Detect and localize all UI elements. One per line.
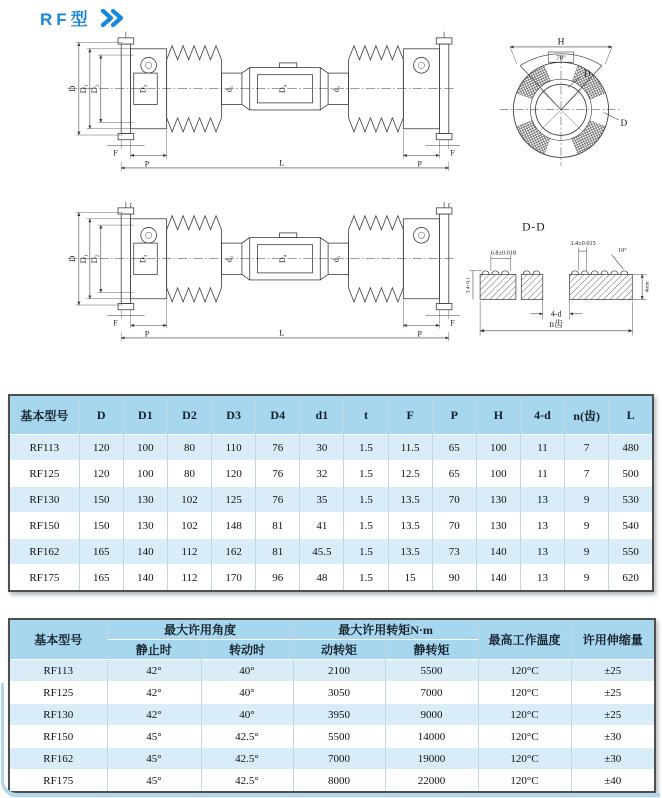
value-cell: 120 <box>79 435 123 461</box>
value-cell: 73 <box>432 539 476 565</box>
shaft-drawing-top <box>52 30 460 175</box>
value-cell: 530 <box>609 487 653 513</box>
model-cell: RF162 <box>9 748 107 770</box>
table-row <box>9 435 653 461</box>
value-cell: 5500 <box>293 726 385 748</box>
value-cell: 130 <box>123 513 167 539</box>
value-cell: 540 <box>609 513 653 539</box>
value-cell: 81 <box>256 513 300 539</box>
value-cell: 150 <box>79 513 123 539</box>
value-cell: 13 <box>520 539 564 565</box>
value-cell: 9 <box>565 539 609 565</box>
model-cell: RF162 <box>9 539 79 565</box>
value-cell: 35 <box>300 487 344 513</box>
value-cell: 162 <box>212 539 256 565</box>
column-header-temp: 最高工作温度 <box>478 619 571 660</box>
value-cell: 5500 <box>385 660 478 682</box>
model-cell: RF125 <box>9 461 79 487</box>
value-cell: 22000 <box>385 770 478 793</box>
table-row <box>9 748 655 770</box>
serration-width-label: 3.4±0.015 <box>570 239 596 247</box>
table-row <box>9 682 655 704</box>
column-header-elongation: 许用伸缩量 <box>571 619 655 660</box>
value-cell: 70 <box>432 513 476 539</box>
value-cell: 13 <box>520 487 564 513</box>
value-cell: 45° <box>107 726 201 748</box>
value-cell: 1.5 <box>344 539 388 565</box>
value-cell: 30 <box>300 435 344 461</box>
value-cell: 65 <box>432 461 476 487</box>
value-cell: 42° <box>107 704 201 726</box>
value-cell: 11 <box>520 435 564 461</box>
value-cell: 9 <box>565 513 609 539</box>
teeth-count-label: n齿 <box>549 319 563 330</box>
value-cell: 165 <box>79 539 123 565</box>
value-cell: 1.5 <box>344 487 388 513</box>
value-cell: 125 <box>212 487 256 513</box>
value-cell: 11 <box>520 461 564 487</box>
column-header-dynamic-torque: 动转矩 <box>293 640 385 660</box>
value-cell: 41 <box>300 513 344 539</box>
value-cell: 140 <box>123 539 167 565</box>
value-cell: 90 <box>432 565 476 592</box>
value-cell: 3050 <box>293 682 385 704</box>
value-cell: 15 <box>388 565 432 592</box>
value-cell: 14000 <box>385 726 478 748</box>
value-cell: 65 <box>432 435 476 461</box>
value-cell: 100 <box>123 461 167 487</box>
tooth-height-label: 3.4+0.1 <box>465 276 472 294</box>
value-cell: 120°C <box>478 770 571 793</box>
column-header-rotating-angle: 转动时 <box>201 640 293 660</box>
column-header-static-angle: 静止时 <box>107 640 201 660</box>
column-header-torque-group: 最大许用转矩N·m <box>293 619 478 640</box>
table-row <box>9 461 653 487</box>
dd-section-drawing <box>464 216 652 348</box>
value-cell: ±25 <box>571 660 655 682</box>
value-cell: 42.5° <box>201 748 293 770</box>
value-cell: 100 <box>476 461 520 487</box>
spec-table-dimensions <box>8 394 654 592</box>
dim-label-t: t <box>129 201 132 210</box>
column-header: D4 <box>256 395 300 435</box>
value-cell: 170 <box>212 565 256 592</box>
value-cell: ±30 <box>571 748 655 770</box>
bolt-holes-label: 4-d <box>550 309 562 319</box>
model-cell: RF175 <box>9 565 79 592</box>
value-cell: 76 <box>256 487 300 513</box>
value-cell: ±40 <box>571 770 655 793</box>
value-cell: 165 <box>79 565 123 592</box>
column-header: d1 <box>300 395 344 435</box>
column-header: P <box>432 395 476 435</box>
header-row <box>9 395 653 435</box>
value-cell: 120°C <box>478 704 571 726</box>
value-cell: 13.5 <box>388 539 432 565</box>
value-cell: 42.5° <box>201 726 293 748</box>
value-cell: 120°C <box>478 748 571 770</box>
value-cell: 9 <box>565 487 609 513</box>
value-cell: 130 <box>476 513 520 539</box>
value-cell: 120°C <box>478 726 571 748</box>
value-cell: 100 <box>476 435 520 461</box>
column-header: L <box>609 395 653 435</box>
value-cell: 7000 <box>293 748 385 770</box>
depth-min-label: 4min <box>644 281 651 293</box>
value-cell: 620 <box>609 565 653 592</box>
table-row <box>9 726 655 748</box>
dim-label-D: D <box>583 69 591 80</box>
page-header <box>40 5 126 30</box>
column-header: H <box>476 395 520 435</box>
dim-label-D: D <box>620 118 628 129</box>
value-cell: 112 <box>167 539 211 565</box>
value-cell: 13 <box>520 565 564 592</box>
value-cell: 150 <box>79 487 123 513</box>
dim-label-H: H <box>557 37 565 48</box>
column-header: n(齿) <box>565 395 609 435</box>
section-title: D-D <box>522 220 546 234</box>
value-cell: 3950 <box>293 704 385 726</box>
shaft-drawing-bottom <box>52 200 460 345</box>
value-cell: 120°C <box>478 660 571 682</box>
column-header: 4-d <box>520 395 564 435</box>
column-header: 基本型号 <box>9 395 79 435</box>
model-cell: RF150 <box>9 726 107 748</box>
value-cell: 112 <box>167 565 211 592</box>
value-cell: 102 <box>167 487 211 513</box>
value-cell: 9000 <box>385 704 478 726</box>
value-cell: 45.5 <box>300 539 344 565</box>
column-header-static-torque: 静转矩 <box>385 640 478 660</box>
model-cell: RF113 <box>9 660 107 682</box>
value-cell: 1.5 <box>344 513 388 539</box>
value-cell: 1.5 <box>344 461 388 487</box>
table-row <box>9 539 653 565</box>
model-cell: RF150 <box>9 513 79 539</box>
value-cell: 140 <box>476 539 520 565</box>
model-cell: RF113 <box>9 435 79 461</box>
value-cell: ±25 <box>571 682 655 704</box>
value-cell: 42° <box>107 660 201 682</box>
value-cell: 81 <box>256 539 300 565</box>
value-cell: 45° <box>107 770 201 793</box>
table-row <box>9 770 655 793</box>
value-cell: 13.5 <box>388 487 432 513</box>
page-title: RF型 <box>40 10 92 29</box>
header-row <box>9 619 655 640</box>
value-cell: 120 <box>212 461 256 487</box>
value-cell: 120°C <box>478 682 571 704</box>
value-cell: 80 <box>167 435 211 461</box>
table-row <box>9 487 653 513</box>
value-cell: 148 <box>212 513 256 539</box>
value-cell: 45° <box>107 748 201 770</box>
value-cell: 32 <box>300 461 344 487</box>
value-cell: 7 <box>565 461 609 487</box>
value-cell: 96 <box>256 565 300 592</box>
value-cell: ±30 <box>571 726 655 748</box>
value-cell: 7000 <box>385 682 478 704</box>
value-cell: 40° <box>201 704 293 726</box>
value-cell: 500 <box>609 461 653 487</box>
value-cell: 7 <box>565 435 609 461</box>
column-header: F <box>388 395 432 435</box>
model-cell: RF130 <box>9 487 79 513</box>
table-row <box>9 565 653 592</box>
column-header-model: 基本型号 <box>9 619 107 660</box>
value-cell: 140 <box>123 565 167 592</box>
value-cell: 19000 <box>385 748 478 770</box>
column-header: D1 <box>123 395 167 435</box>
serration-angle-label: 10° <box>617 247 627 255</box>
value-cell: 8000 <box>293 770 385 793</box>
value-cell: 42° <box>107 682 201 704</box>
value-cell: 70 <box>432 487 476 513</box>
table-row <box>9 704 655 726</box>
column-header: t <box>344 395 388 435</box>
value-cell: 40° <box>201 660 293 682</box>
value-cell: 80 <box>167 461 211 487</box>
value-cell: ±25 <box>571 704 655 726</box>
value-cell: 12.5 <box>388 461 432 487</box>
model-cell: RF130 <box>9 704 107 726</box>
flange-end-view-drawing <box>476 34 646 172</box>
value-cell: 40° <box>201 682 293 704</box>
model-cell: RF125 <box>9 682 107 704</box>
value-cell: 140 <box>476 565 520 592</box>
value-cell: 480 <box>609 435 653 461</box>
column-header: D2 <box>167 395 211 435</box>
value-cell: 13.5 <box>388 513 432 539</box>
dim-label-t: t <box>448 201 450 210</box>
value-cell: 1.5 <box>344 565 388 592</box>
angle-70-label: 70° <box>556 55 566 63</box>
value-cell: 1.5 <box>344 435 388 461</box>
value-cell: 76 <box>256 461 300 487</box>
table-row <box>9 513 653 539</box>
value-cell: 100 <box>123 435 167 461</box>
value-cell: 110 <box>212 435 256 461</box>
value-cell: 48 <box>300 565 344 592</box>
value-cell: 9 <box>565 565 609 592</box>
value-cell: 102 <box>167 513 211 539</box>
double-chevron-icon <box>100 9 126 27</box>
value-cell: 2100 <box>293 660 385 682</box>
value-cell: 42.5° <box>201 770 293 793</box>
value-cell: 11.5 <box>388 435 432 461</box>
value-cell: 76 <box>256 435 300 461</box>
spec-table-performance <box>8 618 656 793</box>
serration-pitch-label: 6.8±0.018 <box>490 249 517 257</box>
table-row <box>9 660 655 682</box>
value-cell: 550 <box>609 539 653 565</box>
column-header: D3 <box>212 395 256 435</box>
value-cell: 130 <box>123 487 167 513</box>
value-cell: 130 <box>476 487 520 513</box>
value-cell: 13 <box>520 513 564 539</box>
value-cell: 120 <box>79 461 123 487</box>
model-cell: RF175 <box>9 770 107 793</box>
column-header: D <box>79 395 123 435</box>
column-header-angle-group: 最大许用角度 <box>107 619 293 640</box>
